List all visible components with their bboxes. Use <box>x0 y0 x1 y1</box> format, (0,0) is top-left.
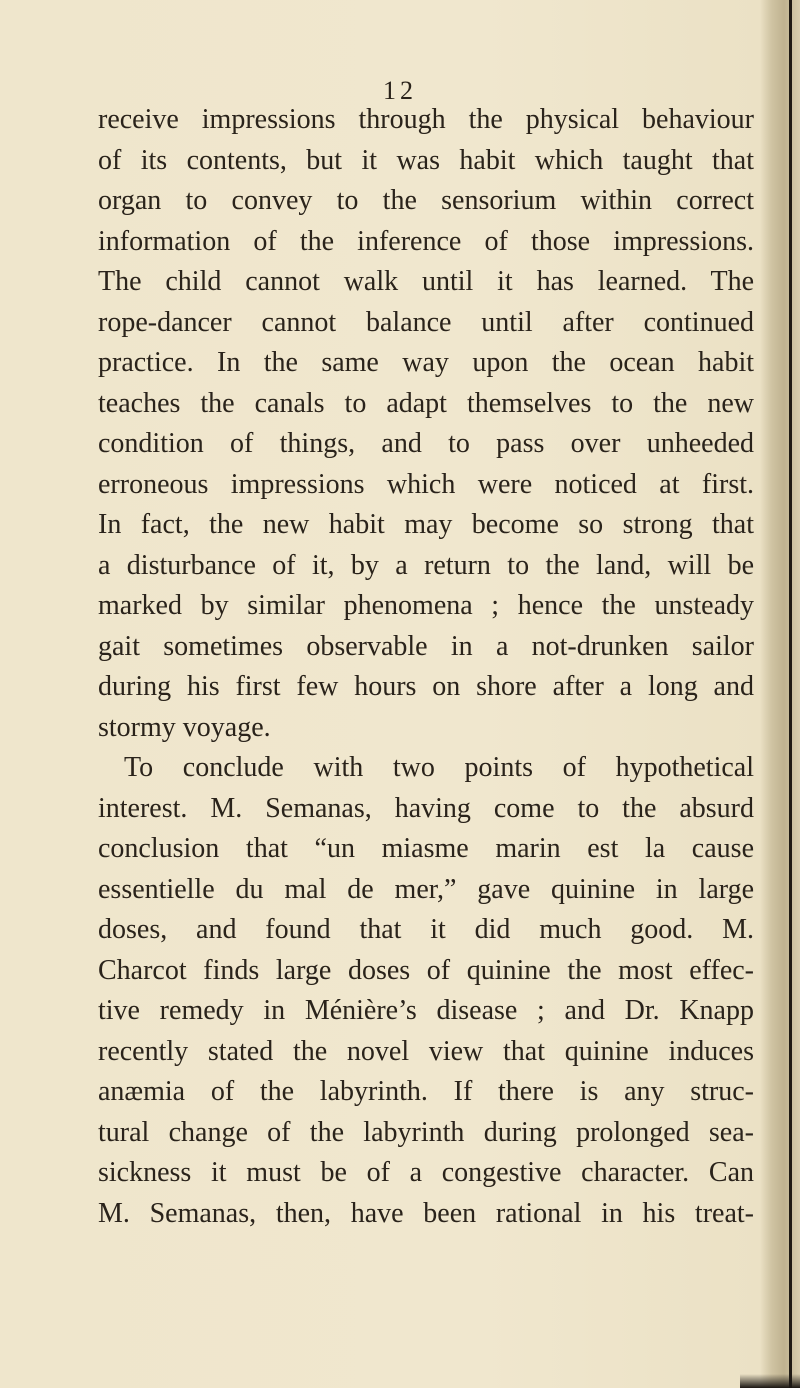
body-text <box>98 100 754 1234</box>
page-number: 12 <box>383 76 417 105</box>
text-line: stormy voyage. <box>98 711 271 743</box>
text-line: during his first few hours on shore after a long and <box>98 671 754 702</box>
binding-shadow <box>789 0 792 1388</box>
text-line: tural change of the labyrinth during prolonged sea- <box>98 1116 754 1148</box>
text-line: sickness it must be of a congestive character. Can <box>98 1157 754 1188</box>
text-line: recently stated the novel view that quinine induces <box>98 1035 754 1067</box>
text-line: M. Semanas, then, have been rational in his treat- <box>98 1197 754 1229</box>
text-line: gait sometimes observable in a not-drunken sailor <box>98 630 754 662</box>
text-line: marked by similar phenomena ; hence the unsteady <box>98 590 754 621</box>
text-line: practice. In the same way upon the ocean habit <box>98 347 754 378</box>
text-line: of its contents, but it was habit which taught that <box>98 144 754 176</box>
text-line: teaches the canals to adapt themselves to the new <box>98 387 754 419</box>
text-line: essentielle du mal de mer,” gave quinine in large <box>98 873 754 905</box>
text-line: receive impressions through the physical behaviour <box>98 104 754 135</box>
text-line: information of the inference of those impressions. <box>98 225 754 257</box>
text-line: erroneous impressions which were noticed at first. <box>98 468 754 500</box>
text-line: interest. M. Semanas, having come to the absurd <box>98 792 754 824</box>
text-line: To conclude with two points of hypothetical <box>124 752 754 783</box>
page-edge <box>760 0 800 1388</box>
text-line: a disturbance of it, by a return to the land, will be <box>98 549 754 581</box>
text-line: doses, and found that it did much good. M. <box>98 914 754 945</box>
text-line: conclusion that “un miasme marin est la cause <box>98 833 754 864</box>
text-line: anæmia of the labyrinth. If there is any struc- <box>98 1076 754 1107</box>
text-line: rope-dancer cannot balance until after continued <box>98 306 754 338</box>
text-line: condition of things, and to pass over unheeded <box>98 428 754 459</box>
text-line: tive remedy in Ménière’s disease ; and Dr. Knapp <box>98 995 754 1026</box>
text-line: In fact, the new habit may become so strong that <box>98 509 754 540</box>
text-line: The child cannot walk until it has learned. The <box>98 266 754 297</box>
text-line: organ to convey to the sensorium within correct <box>98 185 754 216</box>
corner-shadow <box>740 1374 800 1388</box>
text-line: Charcot finds large doses of quinine the most effec- <box>98 954 754 986</box>
